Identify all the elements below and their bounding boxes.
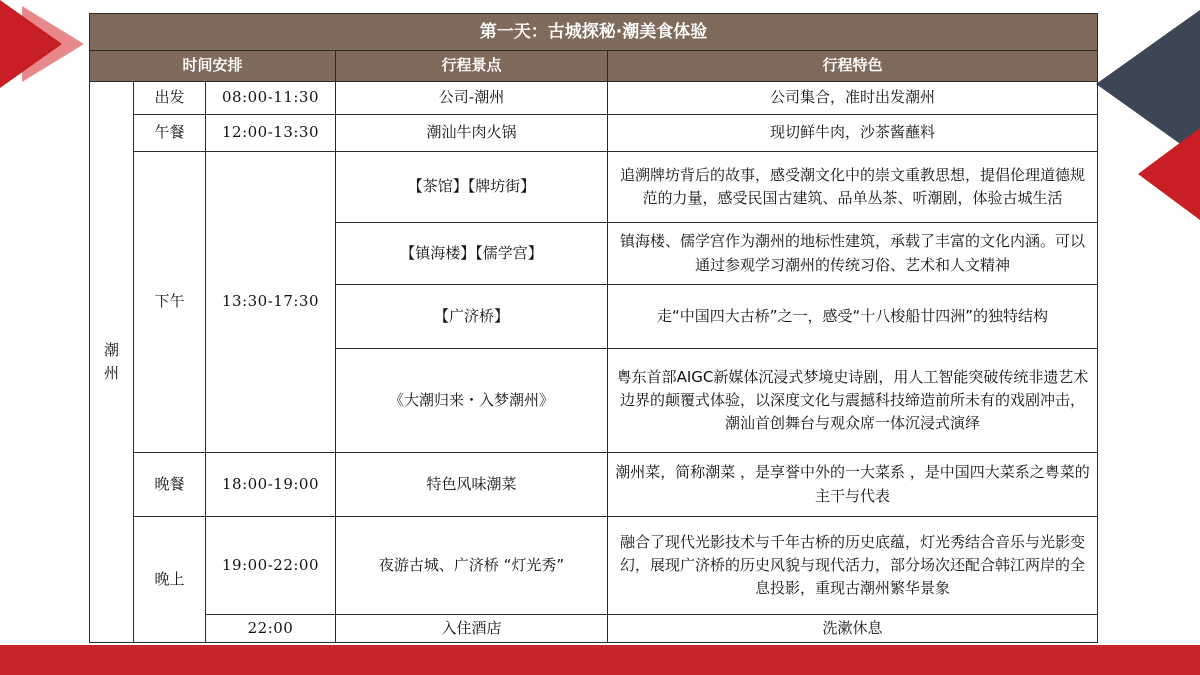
table-row [90, 82, 1098, 115]
time-cell: 13:30-17:30 [206, 152, 336, 453]
period-cell: 出发 [134, 82, 206, 115]
feature-cell: 洗漱休息 [608, 615, 1098, 643]
spot-cell: 《大潮归来・入梦潮州》 [336, 349, 608, 453]
spot-cell: 【茶馆】【牌坊街】 [336, 152, 608, 223]
spot-cell: 【镇海楼】【儒学宫】 [336, 223, 608, 285]
feature-cell: 现切鲜牛肉，沙茶酱蘸料 [608, 115, 1098, 152]
feature-cell: 粤东首部AIGC新媒体沉浸式梦境史诗剧，用人工智能突破传统非遗艺术边界的颠覆式体验，以深度文化与震撼科技缔造前所未有的戏剧冲击，潮汕首创舞台与观众席一体沉浸式演绎 [608, 349, 1098, 453]
time-cell: 22:00 [206, 615, 336, 643]
header-feature: 行程特色 [608, 51, 1098, 82]
spot-cell: 潮汕牛肉火锅 [336, 115, 608, 152]
itinerary-table [89, 13, 1098, 643]
city-cell [90, 82, 134, 643]
table-row [90, 115, 1098, 152]
feature-cell: 融合了现代光影技术与千年古桥的历史底蕴，灯光秀结合音乐与光影变幻，展现广济桥的历史风貌与现代活力，部分场次还配合韩江两岸的全息投影，重现古潮州繁华景象 [608, 517, 1098, 615]
decor-triangle-red [0, 0, 62, 88]
period-cell: 晚上 [134, 517, 206, 643]
time-cell: 08:00-11:30 [206, 82, 336, 115]
header-row [90, 51, 1098, 82]
bottom-bar [0, 645, 1200, 675]
spot-cell: 公司-潮州 [336, 82, 608, 115]
header-spot: 行程景点 [336, 51, 608, 82]
time-cell: 19:00-22:00 [206, 517, 336, 615]
time-cell: 18:00-19:00 [206, 453, 336, 517]
title-row [90, 14, 1098, 51]
period-cell: 下午 [134, 152, 206, 453]
feature-cell: 追溯牌坊背后的故事，感受潮文化中的崇文重教思想，提倡伦理道德规范的力量，感受民国古建筑、品单丛茶、听潮剧，体验古城生活 [608, 152, 1098, 223]
period-cell: 午餐 [134, 115, 206, 152]
feature-cell: 潮州菜，简称潮菜 ，是享誉中外的一大菜系 ，是中国四大菜系之粤菜的主干与代表 [608, 453, 1098, 517]
decor-triangle-red-right [1138, 128, 1200, 220]
feature-cell: 镇海楼、儒学宫作为潮州的地标性建筑，承载了丰富的文化内涵。可以通过参观学习潮州的传统习俗、艺术和人文精神 [608, 223, 1098, 285]
table-title: 第一天：古城探秘·潮美食体验 [90, 14, 1098, 51]
header-time: 时间安排 [90, 51, 336, 82]
table-row [90, 453, 1098, 517]
table-row [90, 517, 1098, 615]
period-cell: 晚餐 [134, 453, 206, 517]
spot-cell: 【广济桥】 [336, 285, 608, 349]
feature-cell: 公司集合，准时出发潮州 [608, 82, 1098, 115]
feature-cell: 走“中国四大古桥”之一，感受“十八梭船廿四洲”的独特结构 [608, 285, 1098, 349]
spot-cell: 夜游古城、广济桥 “灯光秀” [336, 517, 608, 615]
spot-cell: 特色风味潮菜 [336, 453, 608, 517]
city-label: 潮州 [103, 340, 119, 382]
table-row [90, 152, 1098, 223]
time-cell: 12:00-13:30 [206, 115, 336, 152]
table-row [90, 615, 1098, 643]
spot-cell: 入住酒店 [336, 615, 608, 643]
